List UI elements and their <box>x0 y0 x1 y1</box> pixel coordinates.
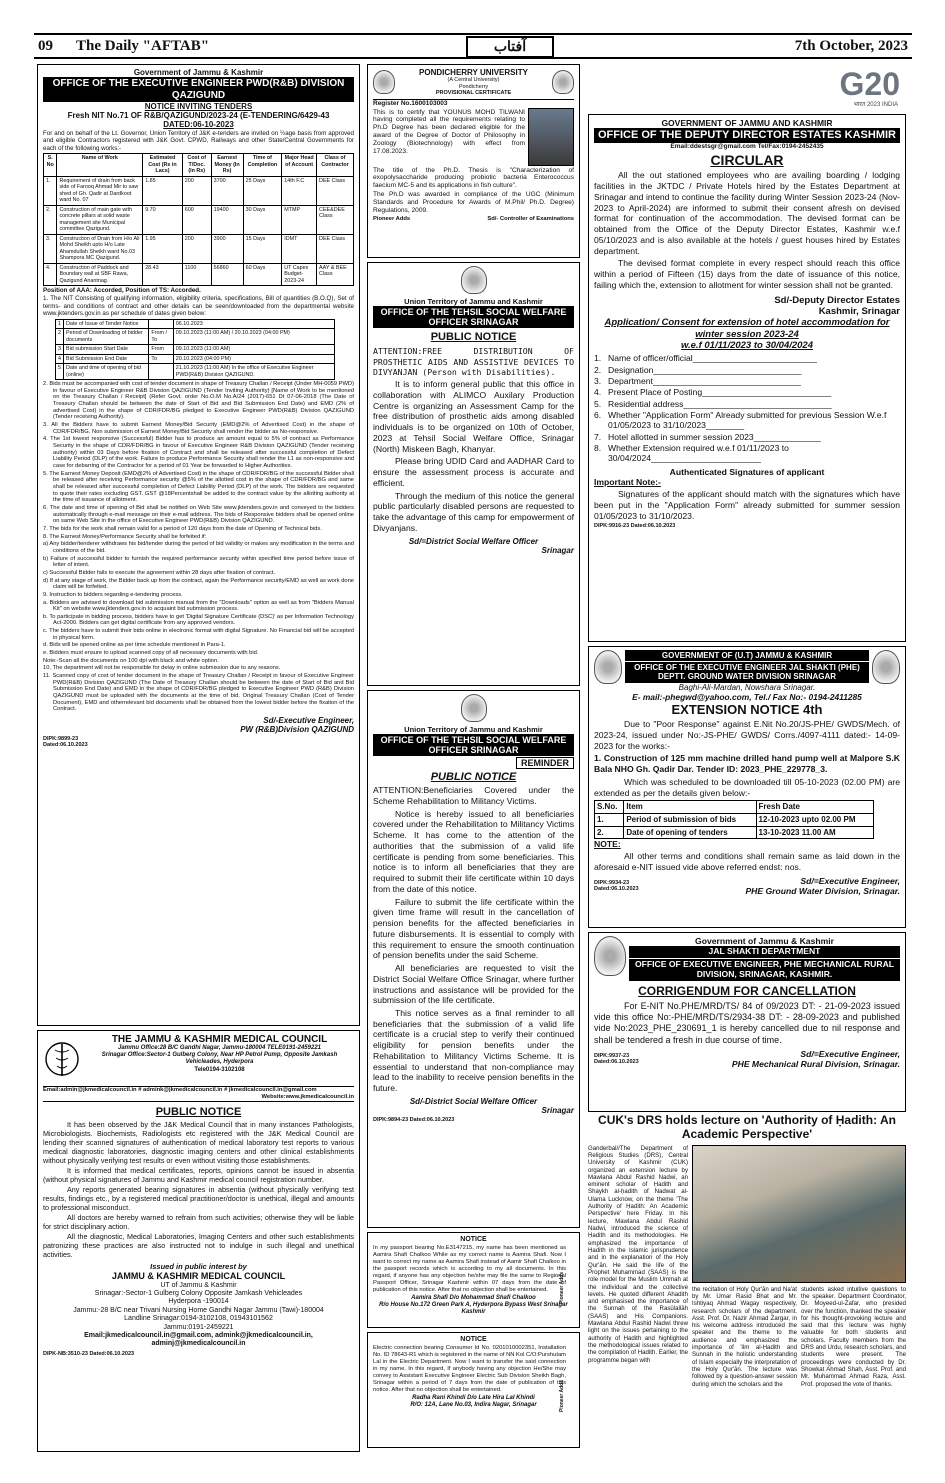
td: IDMT <box>282 234 317 263</box>
tswo2-title: PUBLIC NOTICE <box>430 771 517 784</box>
td: 13-10-2023 11.00 AM <box>756 826 873 839</box>
estates-imp: Important Note:- <box>594 476 661 487</box>
phe-p2: Which was scheduled to be downloaded till 05-10-2023 (02.00 PM) are extended as per the details given below:- <box>594 776 900 798</box>
tswo1-sig1: Sd/=District Social Welfare Officer <box>408 536 539 546</box>
pu-adds: Pioneer Adds <box>373 216 411 223</box>
td: 4 <box>56 354 64 363</box>
phe-work: 1. Construction of 125 mm machine drilled hand pump well at Malpore S.K Bala NHO Gh. Qadir Dar. Tender ID: 2023_PHE_229778_3. <box>594 753 900 775</box>
td: CEE&DEE Class <box>317 205 354 234</box>
td: Construction of main gate with concrete pillars at solid waste management site Municipal committee Qazigund. <box>57 205 143 234</box>
field-number: 4. <box>594 387 602 398</box>
pwd-dated: DATED:06-10-2023 <box>163 120 234 129</box>
paragraph: a) Any bidder/tenderer withdraws his bid/tender during the period of bid validity or makes any modification in the terms and conditions of the bid. <box>43 541 354 554</box>
notice1-text: In my passport bearing No.E3147215, my name has been mentioned as Aamira Shafi Chalkoo While as my correct name is Aamira Shafi. Now I want to correct my name as Aamira Shafi instead of Aamir Shafi Chalkoo in the passport records which is according to my all documents. In this regard, if anyone has any objection he/she may file the same to Regional Passport Officer, Srinagar Kashmir within 07 days from the date of publication of this notice. After that no objection shall be entertained. <box>373 1245 566 1294</box>
notice1-title: NOTICE <box>460 1236 487 1243</box>
pu-controller: Sd/- Controller of Examinations <box>487 216 574 223</box>
field-label: Present Place of Posting___________________________ <box>608 387 832 398</box>
td: 1. <box>595 813 624 826</box>
pwd-gov: Government of Jammu & Kashmir <box>133 68 264 77</box>
td: 3 <box>56 345 64 354</box>
estates-form-items <box>594 353 900 463</box>
td: 06.10.2023 <box>173 319 334 328</box>
pwd-works-table <box>43 153 354 286</box>
th: Cost of T/Doc. (In Rs) <box>182 154 211 176</box>
paragraph: All doctors are hereby warned to refrain from such activities; otherwise they will be liable for strict disciplinary action. <box>43 1212 354 1231</box>
field-number: 5. <box>594 398 602 409</box>
form-field <box>594 365 900 375</box>
th: Fresh Date <box>756 801 873 814</box>
tswo1-title: PUBLIC NOTICE <box>430 331 517 344</box>
issue-date: 7th October, 2023 <box>794 38 908 54</box>
td: 1100 <box>182 263 211 285</box>
td: Date of Issue of Tender Notice <box>64 319 149 328</box>
phe2-gov: Government of Jammu & Kashmir <box>695 936 834 946</box>
pwd-position: Position of AAA: Accorded, Position of TS: Accorded. <box>43 287 201 295</box>
jkmc-a3: Jammu:-28 B/C near Trivani Nursing Home Gandhi Nagar Jammu (Tawi)-180004 <box>73 1306 324 1314</box>
phe2-p1: For E-NIT No.PHE/MRD/TS/ 84 of 09/2023 DT: - 21-09-2023 issued vide this office No:-PHE/MRD/TS/2934-38 DT: - 28-09-2023 and published vide No:2023_PHE_230691_1 is hereby cancelled due to nil response and shall be tendered a fresh in due course of time. <box>594 1000 900 1045</box>
pwd-tender-notice <box>37 64 360 1026</box>
td: 2. <box>595 826 624 839</box>
tswo1-ut: Union Territory of Jammu and Kashmir <box>404 296 543 306</box>
phe2-office: OFFICE OF EXECUTIVE ENGINEER, PHE MECHANICAL RURAL DIVISION, SRINAGAR, KASHMIR. <box>629 959 900 981</box>
td: Construction of Drain from H/o Ali Mohd Sheikh upto H/o Late Ahamdullah Sheikh ward No.03 Shampora MC Qazigund. <box>57 234 143 263</box>
phe-title: EXTENSION NOTICE 4th <box>671 702 823 718</box>
td: Period of submission of bids <box>624 813 756 826</box>
masthead <box>34 33 912 59</box>
phe-sig2: PHE Ground Water Division, Srinagar. <box>745 885 900 896</box>
td: 15 Days <box>243 234 282 263</box>
th: S. No <box>44 154 57 176</box>
jkmc-addr2: Srinagar Office:Sector-1 Gulberg Colony, Near HP Petrol Pump, Opposite Jamkash Vehicleades, Hyderpora <box>101 1052 338 1066</box>
cuk-news-article <box>588 1114 906 1456</box>
td: From / To <box>149 329 173 345</box>
td: 25 Days <box>243 176 282 205</box>
notice1-sig1: Aamira Shafi D/o Mohammad Shafi Chalkoo <box>411 1295 536 1302</box>
phe-dates-table <box>594 800 874 839</box>
tswo2-sig1: Sd/-District Social Welfare Officer <box>409 1096 538 1106</box>
estates-app-title: Application/ Consent for extension of hotel accommodation for winter session 2023-24 <box>604 317 890 340</box>
td: 1. <box>44 176 57 205</box>
phe2-dipk: DIPK:9937-23 Dated:06.10.2023 <box>594 1052 639 1065</box>
tswo1-attention: ATTENTION:FREE DISTRIBUTION OF PROSTHETIC AIDS AND ASSISTIVE DEVICES TO DIVYANJAN (Person with Disabilities). <box>373 346 574 377</box>
td: 2 <box>56 329 64 345</box>
g20-logo: G20 <box>839 66 900 102</box>
phe-addr: Baghi-Ali-Mardan, Nowshara Srinagar. <box>678 682 816 692</box>
paragraph: All the diagnostic, Medical Laboratories, Imaging Centers and other such establishments patronizing these practices are also instructed not to indulge in such illegal and unethical activities. <box>43 1231 354 1259</box>
estates-auth: Authenticated Signatures of applicant <box>669 466 825 477</box>
paragraph: 3. All the Bidders have to submit Earnest Money/Bid Security (EMD@2% of Advertised Cost) in the shape of CDR/FDR/BG. Non submission of Earnest Money/Bid Security shall render the bidder as No-responsive. <box>43 422 354 435</box>
phe2-sig1: Sd/=Executive Engineer, <box>800 1048 900 1059</box>
field-label: Department_______________________________ <box>608 376 802 387</box>
paragraph: d. Bids will be opened online as per time schedule mentioned in Para-1. <box>43 642 226 649</box>
td: Date and time of opening of bid (online) <box>64 364 149 380</box>
td: Period of Downloading of bidder documents <box>64 329 149 345</box>
jkmc-paras <box>43 1120 354 1259</box>
table-row <box>56 354 335 363</box>
phe-sig1: Sd/=Executive Engineer, <box>800 875 900 886</box>
jkmc-issued: Issued in public interest by <box>150 1261 247 1271</box>
table-row <box>595 826 874 839</box>
caduceus-icon <box>43 1034 81 1084</box>
td: 200 <box>182 234 211 263</box>
phe-p1: Due to "Poor Response" against E.Nit No.20/JS-PHE/ GWDS/Mech. of 2023-24, issued under No:-JS-PHE/ GWDS/ Corrs./4097-4111 dated:- 14-09-2023 for the works:- <box>594 719 900 751</box>
phe2-dept: JAL SHAKTI DEPARTMENT <box>629 946 900 958</box>
paragraph: It is informed that medical certificates, reports, opinions cannot be issued in absentia (without physical signatures of Jammu and Kashmir medical council registration number. <box>43 1165 354 1184</box>
td: 56860 <box>211 263 243 285</box>
pwd-office: OFFICE OF THE EXECUTIVE ENGINEER PWD(R&B) DIVISION QAZIGUND <box>43 77 354 102</box>
pu-name: PONDICHERRY UNIVERSITY <box>419 68 528 77</box>
pwd-clauses <box>43 381 354 713</box>
td: 12-10-2023 upto 02.00 PM <box>756 813 873 826</box>
candidate-photo <box>528 108 574 166</box>
jkmc-a2: Hyderpora -190014 <box>168 1298 229 1306</box>
table-row <box>44 263 354 285</box>
paragraph: e. Bidders must ensure to upload scanned copy of all necessary documents with bid. <box>43 650 259 657</box>
th: Estimated Cost (Rs in Lacs) <box>143 154 183 176</box>
news-col-3: students asked intuitive questions to the speaker. Department Coordinator, Dr. Moyeed-ul-Zafar, who presided over the function, thanked the speaker for his thought-provoking lecture and said that this lecture was highly valuable for both students and scholars. Faculty members from the DRS and Urdu, research scholars, and students were present. The proceedings were conducted by Dr. Showkat Ahmad Shah, Asst. Prof. and Mr. Muhammad Ahmad Raza, Asst. Prof. proposed the vote of thanks. <box>801 1285 906 1388</box>
td: 1 <box>56 319 64 328</box>
td <box>149 319 173 328</box>
td: 19400 <box>211 205 243 234</box>
paragraph: 6. The date and time of opening of Bid shall be notified on Web Site www.jktenders.gov.in and conveyed to the bidders automatically through e-mail message on their e-mail address. The bids of Responsive bidders shall be opened online on same Web Site in the office of Executive Engineer PWD(R&B) Division QAZIGUND. <box>43 504 354 525</box>
jkmc-addr1: Jammu Office:28 B/C Gandhi Nagar, Jammu-180004 TELE0191-2459221 <box>118 1045 321 1051</box>
tswo1-sig2: Srinagar <box>541 545 574 555</box>
jkmc-a6: Email:jkmedicalcouncil.in@gmail.com, admink@jkmedicalcouncil.in, <box>84 1332 313 1340</box>
estates-gov: GOVERNMENT OF JAMMU AND KASHMIR <box>661 118 833 128</box>
td <box>149 364 173 380</box>
jkmc-title: PUBLIC NOTICE <box>155 1105 242 1118</box>
estates-p2: The devised format complete in every respect should reach this office within a period of Fifteen (15) days from the date of issuance of this notice, failing which the, extension to allotment for winter session shall not be granted. <box>594 258 900 290</box>
jk-emblem-icon <box>594 650 622 684</box>
form-field <box>594 353 900 363</box>
field-label: Residential address_______________________________ <box>608 398 832 409</box>
pwd-dates-table <box>55 319 335 380</box>
pu-text1: This is to certify that YOUNUS MOHD TILWANI having completed all the requirements relating to Ph.D Degree has been declared eligible for the award of the Degree of Doctor of Philosophy in Zoology (Biotechnology) with effect from 17.08.2023. <box>373 108 525 156</box>
td: Bid submission Start Date <box>64 345 149 354</box>
td: 1.85 <box>143 176 183 205</box>
estates-email: Email:ddestsgr@gmail.com Tel/Fax:0194-2452435 <box>670 142 824 150</box>
td: 3. <box>44 234 57 263</box>
paragraph: It is to inform general public that this office in collaboration with ALIMCO Auxilary Production Centre is organizing an Assessment Camp for the free distribution of prosthetic aids among disabled individuals is to be organized on 10th of October, 2023 at Tehsil Social Welfare Office, Srinagar (North) Miskeen Bagh, Khanyar. <box>373 379 574 454</box>
pwd-dipk: DIPK:9899-23 Dated:06.10.2023 <box>43 736 88 749</box>
table-header <box>595 801 874 814</box>
td: 1.95 <box>143 234 183 263</box>
td: 28.43 <box>143 263 183 285</box>
td: Bid Submission End Date <box>64 354 149 363</box>
field-number: 6. <box>594 410 602 421</box>
paragraph: 9. Instruction to bidders regarding e-tendering process. <box>43 591 183 598</box>
jkmc-tel: Tele0194-3102108 <box>194 1066 245 1073</box>
field-label: Whether "Application Form" Already submitted for previous Session W.e.f 01/05/2023 to 31/10/2023________ <box>608 410 887 431</box>
estates-note: Signatures of the applicant should match with the signatures which have been put in the "Application Form" already submitted for summer session 01/05/2023 to 31/10/2023. <box>594 489 900 521</box>
phe-gov: GOVERNMENT OF (U.T) JAMMU & KASHMIR <box>625 650 869 661</box>
paragraph: Notice is hereby issued to all beneficiaries covered under the Rehabilitation to Militancy Victims Scheme. It has come to the attention of the authorities that the submission of a valid life certificate is pending from some beneficiaries. This notice is to inform all beneficiaries that they are required to submit their life certificate within 10 days from the date of this notice. <box>373 808 574 894</box>
form-field <box>594 432 900 442</box>
tswo2-office: OFFICE OF THE TEHSIL SOCIAL WELFARE OFFICER SRINAGAR <box>373 734 574 757</box>
paragraph: This notice serves as a final reminder to all beneficiaries that the submission of a valid life certificate is a crucial step to verify their continued eligibility for pension benefits under the Rehabilitation to Militancy Victims Scheme. It is essential to understand that non-compliance may lead to the inability to receive pension benefits in the future. <box>373 1007 574 1094</box>
phe-extension-notice <box>588 646 906 928</box>
notice2-title: NOTICE <box>460 1336 487 1343</box>
paragraph: It has been observed by the J&K Medical Council that in many instances Pathologists, Microbiologists. Biochemists, Radiologists etc registered with the J&K Medical Council are lending their scanned signatures of authentication of medical laboratory test reports to various medical diagnostic laboratories, diagnostic imaging centers and other clinical establishments without physically verifying test results or even without visiting those establishments. <box>43 1119 354 1165</box>
electric-notice <box>367 1332 580 1448</box>
form-field <box>594 443 900 464</box>
paragraph: Through the medium of this notice the general public particularly disabled persons are requested to take the advantage of this camp for empowerment of Divyanjans. <box>373 490 574 533</box>
estates-wef: w.e.f 01/11/2023 to 30/04/2024 <box>680 340 814 352</box>
passport-notice <box>367 1232 580 1328</box>
td: 09.10.2023 (11:00 AM) / 20.10.2023 (04:00 PM) <box>173 329 334 345</box>
paragraph: 2. Bids must be accompanied with cost of tender document in shape of Treasury Challan / Receipt (Under MH-0059 PWD) in favour of Executive Engineer R&B Division QAZIGUND (Tender Inviting Authority) [Name of Work to be mentioned on the Treasury Challan / Receipt] (Refer Govt. order No.O.M No.A/24 (2017)-651 Dt 07-06-2018 (The Date of Treasury Challan should be between the date of Start of Bid and Bid Submission End Date) and EMD (2% of advertised Cost) in the shape of CDR/FDR/BG pledged to Executive Engineer PWD(R&B) Division QAZIGUND (Tender receiving Authority). <box>43 381 354 421</box>
jkmc-notice <box>37 1030 360 1452</box>
field-label: Whether Extension required w.e.f 01/11/2023 to 30/04/2024_______________________ <box>608 442 789 464</box>
paragraph: b) Failure of successful bidder to furnish the required performance security within specified time period before issue of letter of intent. <box>43 555 354 569</box>
td: 21.10.2023 (11:00 AM) In the office of Executive Engineer PWD(R&B) Division QAZIGUND. <box>173 364 334 380</box>
td: 30 Days <box>243 205 282 234</box>
jkmc-web: Website:www.jkmedicalcouncil.in <box>43 1094 354 1102</box>
lecture-photo <box>692 1145 906 1283</box>
td: 3700 <box>211 176 243 205</box>
form-field <box>594 399 900 409</box>
td: 200 <box>182 176 211 205</box>
jkmc-emails: Email:admin@jkmedicalcouncil.in # admink@jkmedicalcouncil.in # jkmedicalcouncil.in@gmail.com <box>43 1086 354 1094</box>
jk-emblem-icon <box>594 936 626 976</box>
table-row <box>56 364 335 380</box>
table-row <box>56 345 335 354</box>
phe-contact: E- mail:-phegwd@yahoo.com, Tel./ Fax No:- 0194-2411285 <box>632 692 862 703</box>
pwd-sig-2: PW (R&B)Division QAZIGUND <box>240 725 354 735</box>
td: 60 Days <box>243 263 282 285</box>
td: From <box>149 345 173 354</box>
td: 20.10.2023 (04:00 PM) <box>173 354 334 363</box>
th: Time of Completion <box>243 154 282 176</box>
university-logo-icon <box>552 70 574 94</box>
pwd-nit-title: NOTICE INVITING TENDERS <box>144 102 253 111</box>
phe2-sig2: PHE Mechanical Rural Division, Srinagar. <box>731 1058 900 1069</box>
field-label: Designation_______________________________ <box>608 364 802 375</box>
pwd-para1: 1. The NIT Consisting of qualifying information, eligibility criteria, specifications, Bill of quantities (B.O.Q), Set of terms- and conditions of contract and other details can be seen/downloaded from the departmental website www.jktenders.gov.in as per schedule of dates given below: <box>43 295 354 318</box>
field-label: Name of officer/official__________________________ <box>608 353 817 364</box>
th: Class of Contractor <box>317 154 354 176</box>
jkmc-name: THE JAMMU & KASHMIR MEDICAL COUNCIL <box>111 1034 328 1045</box>
form-field <box>594 387 900 397</box>
news-col-2: the recitation of Holy Qur'ān and Na'at by Mr. Umar Rasid Bhat and Mr. Ishtiyaq Ahmad Wagay respectively, research scholars of the department. Asst. Prof. Dr. Nazir Ahmad Zargar, in his welcome address introduced the speaker and the theme to the audience and emphasized the importance of 'ilm al-Ḥadith and Sunnah in the holistic understanding of Islam especially the interpretation of the Holy Qur'ān. The lecture was followed by a question-answer session during which the scholars and the <box>692 1285 797 1388</box>
pu-reg: Register No.1600103003 <box>373 99 448 107</box>
paragraph: 5. The Earnest Money Deposit (EMD@2% of Advertised Cost) in the shape of CDR/FDR/BG of the successful Bidder shall be released after receiving Performance security @5% of the allotted cost in the shape of CDR/FDR/BG and same shall be released after successful completion of Defect Liability Period (DLP) of the work. The bidders are requested to quote their rates excluding GST. GST @18Percentshall be added to the contract value by the allotting authority at the time of issuance of allotment. <box>43 470 354 504</box>
jkmc-issuer: JAMMU & KASHMIR MEDICAL COUNCIL <box>111 1270 286 1281</box>
field-number: 3. <box>594 376 602 387</box>
tswo-reminder-notice <box>367 690 580 1228</box>
university-seal-icon <box>373 70 395 94</box>
national-emblem-icon <box>461 694 487 722</box>
jkmc-a7: adminj@jkmedicalcouncil.in <box>151 1340 246 1348</box>
field-number: 2. <box>594 364 602 375</box>
estates-office: OFFICE OF THE DEPUTY DIRECTOR ESTATES KASHMIR <box>594 128 900 143</box>
pwd-sig-1: Sd/-Executive Engineer, <box>263 716 354 726</box>
paragraph: Any reports generated bearing signatures in absentia (without physically verifying test results, findings etc., by a registered medical practitioner/doctor is unethical, illegal and amounts to professional misconduct. <box>43 1184 354 1212</box>
notice1-side: Pioneer Adds <box>558 1271 565 1305</box>
notice2-sig2: R/O: 12A, Lane No.03, Indira Nagar, Srinagar <box>410 1402 537 1409</box>
field-number: 8. <box>594 442 602 453</box>
phe-office: OFFICE OF THE EXECUTIVE ENGINEER JAL SHAKTI (PHE) DEPTT. GROUND WATER DIVISION SRINAGAR <box>625 662 869 682</box>
td: MTMP <box>282 205 317 234</box>
jal-shakti-logo-icon <box>872 650 900 684</box>
table-header <box>44 154 354 176</box>
th: Earnest Money (In Rs) <box>211 154 243 176</box>
tswo-public-notice <box>367 262 580 686</box>
page-number: 09 <box>38 38 53 54</box>
pwd-nit-no: Fresh NIT No.71 OF R&B/QAZIGUND/2023-24 (E-TENDERING/6429-43 <box>67 111 330 120</box>
td: Date of opening of tenders <box>624 826 756 839</box>
td: Construction of Paddock and Boundary wall at SBF Rawa, Qazigund Anantnag. <box>57 263 143 285</box>
tswo2-paras <box>373 809 574 1094</box>
pu-text2: The title of the Ph.D. Thesis is "Characterization of exopolysaccharide producing probiotic bacteria Enterococcus faecium MC-5 and its applications in fish culture". <box>373 166 574 190</box>
phe-note: NOTE: <box>594 839 621 850</box>
paragraph: d) If at any stage of work, the Bidder back up from the contract, again the Performance security/EMD as well as work done claim will be forfeited. <box>43 577 354 591</box>
paragraph: Please bring UDID Card and AADHAR Card to ensure the assessment process is accurate and efficient. <box>373 456 574 488</box>
paragraph: Failure to submit the life certificate within the given time frame will result in the cancellation of pension benefits for the affected beneficiaries in future disbursements. It is essential to comply with this requirement to ensure the smooth continuation of pension benefits under the said Scheme. <box>373 896 574 961</box>
td: 09.10.2023 (11:00 AM) <box>173 345 334 354</box>
td: 5 <box>56 364 64 380</box>
jkmc-a4: Landline Srinagar:0194-3102108, 01943101562 <box>124 1315 273 1323</box>
th: S.No. <box>595 801 624 814</box>
news-headline: CUK's DRS holds lecture on 'Authority of Ḥadith: An Academic Perspective' <box>598 1114 896 1141</box>
paragraph: a. Bidders are advised to download bid submission manual from the "Downloads" option as well as from "Bidders Manual Kit" on website www.jktenders.gov.in to acquaint bid submission process. <box>43 599 354 613</box>
table-row <box>44 176 354 205</box>
paragraph: 10. The department will not be responsible for delay in online submission due to any reasons. <box>43 665 281 672</box>
g20-banner <box>588 64 906 114</box>
tswo2-ut: Union Territory of Jammu and Kashmir <box>404 724 543 734</box>
table-row <box>595 813 874 826</box>
jkmc-a1: Srinagar:-Sector-1 Gulberg Colony Opposite Jamkash Vehicleades <box>94 1290 303 1298</box>
form-field <box>594 376 900 386</box>
paragraph: b. To participate in bidding process, bidders have to get 'Digital Signature Certificate (DSC)' as per Information Technology Act-2000. Bidders can get digital certificate from any approved vendors. <box>43 613 354 627</box>
td: Requirement of drain from back side of Farooq Ahmad Mir to saw shed of Gh. Qadir at Dardkoot ward No. 07 <box>57 176 143 205</box>
phe2-title: CORRIGENDUM FOR CANCELLATION <box>638 983 856 998</box>
table-row <box>44 234 354 263</box>
pu-sub2: Pondicherry <box>458 83 489 90</box>
notice2-side: Pioneer Adds <box>558 1379 565 1413</box>
news-col-1: Ganderbal//The Department of Religious Studies (DRS), Central University of Kashmir (CUK) organized an extension lecture by Mawlana Abdul Rashid Nadwi, an eminent scholar of Ḥadith and Shaykh al-ḥadith of Nadwat al-Ulama Lucknow, on the theme 'The Authority of Ḥadith: An Academic Perspective' here Friday. In his lecture, Mawlana Abdul Rashid Nadwi, introduced the science of Ḥadith and its methodologies. He emphasized the importance of Ḥadith in the Islamic jurisprudence and in the explanation of the Holy Qur'ān. He said the life of the Prophet Muhammad (SAAS) is the role model for the Muslim Ummah at the individual and the collective levels. He quoted different Ahadith and emphasised the importance of the Sunnah of the Rasūlallāh (SAAS) and His Companions. Mawlana Abdul Rashid Nadwi threw light on the issues pertaining to the authority of Ḥadith and highlighted the methodological issues related to the compilation of Ḥadith. Earlier, the programme began with <box>588 1144 688 1364</box>
paragraph: 4. The 1st lowest responsive (Successful) Bidder has to produce an amount equal to 5% of contract as Performance Security in the shape of CDR/FDR/BG in favour of Executive Engineer R&B Division QAZIGUND (Tender receiving authority) within 03 Days before fixation of Contract and shall be released after successful completion of Defect Liability Period (DLP) of the work. Failure to produce Performance Security shall render the L1 as non-responsive and case for debarring of the Contractor for a period of 01 Year be forwarded to Higher Authorities. <box>43 436 354 470</box>
reminder-badge: REMINDER <box>516 757 574 769</box>
jkmc-dipk: DIPK-NB:3510-23 Dated:06.10.2023 <box>43 1350 135 1357</box>
phe-dipk: DIPK:9934-23 Dated:06.10.2023 <box>594 879 639 892</box>
field-number: 1. <box>594 353 602 364</box>
phe-corrigendum <box>588 932 906 1112</box>
td: 14th F.C <box>282 176 317 205</box>
g20-sub: भारत 2023 INDIA <box>853 102 898 108</box>
td: DEE Class <box>317 234 354 263</box>
notice2-text: Electric connection bearing Consumer Id No. 0201010002351, Installation No. ID 78643-R1 which is registered in the name of NN Kol C/O:Purshutam Lal in the Electric Department. Now I want to transfer the said connection in my name. In this regard, If anybody having any objection He/She may convey to Assistant Executive Engineer Electric Sub Division Sheikh Bagh, Srinagar within a period of 7 days from the date of publication of this notice. After that no objection shall be entertained. <box>373 1345 566 1394</box>
pu-sub3: PROVISIONAL CERTIFICATE <box>435 90 512 97</box>
paragraph: c) Successful Bidder fails to execute the agreement within 28 days after fixation of contract. <box>43 569 276 576</box>
field-number: 7. <box>594 431 602 442</box>
td: To <box>149 354 173 363</box>
paper-logo: آفتاب <box>466 36 554 58</box>
estates-circular <box>588 114 906 642</box>
paragraph: Note:-Scan all the documents on 100 dpi with black and white option. <box>43 657 219 664</box>
paragraph: 11. Scanned copy of cost of tender document in the shape of Treasury Challan / Receipt in favour of Executive Engineer PWD(R&B) Division QAZIGUND (The Date of Treasury Challan should be between the date of Start of Bid and Bid Submission End Date) and EMD in the shape of CDR/FDR/BG pledged to Executive Engineer PWD (R&B) Division QAZIGUND must be uploaded with the documents at the time of bid. Original Treasury Challan (Cost of Tender Document), EMD and otherrelevant bid documents shall be obtained from the lowest bidder before the fixation of the Contract. <box>43 673 354 713</box>
notice2-sig1: Radha Rani Khindi D/o Late Hira Lal Khindi <box>412 1395 535 1402</box>
estates-sig1: Sd/-Deputy Director Estates <box>774 294 900 306</box>
paragraph: 8. The Earnest Money/Performance Security shall be forfeited if: <box>43 533 207 540</box>
paragraph: c. The bidders have to submit their bids online in electronic format with digital Signature. No Financial bid will be accepted in physical form. <box>43 628 354 641</box>
field-label: Hotel allotted in summer session 2023______________ <box>608 431 821 442</box>
table-row <box>56 319 335 328</box>
tswo2-attention: ATTENTION:Beneficiaries Covered under the Scheme Rehabilitation to Militancy Victims. <box>373 785 574 807</box>
tswo2-sig2: Srinagar <box>541 1105 574 1115</box>
td: 3900 <box>211 234 243 263</box>
pu-certificate <box>367 64 580 258</box>
th: Item <box>624 801 756 814</box>
tswo1-paras <box>373 379 574 533</box>
td: UT Capex Budget-2023-24 <box>282 263 317 285</box>
pwd-intro: For and on behalf of the Lt. Governor, Union Territory of J&K e-tenders are invited on ½age basis from approved and eligible Contractors registered with J&K Govt. CPWD, Railways and other State/Central Governments for each of the following works:- <box>43 130 354 152</box>
paragraph: 7. The bids for the work shall remain valid for a period of 120 days from the date of Opening of Technical bids. <box>43 525 322 532</box>
phe-p3: All other terms and conditions shall remain same as laid down in the aforesaid e-NIT issued vide above referred endst: nos. <box>594 851 900 873</box>
pu-sub1: (A Central University) <box>447 77 500 83</box>
estates-dipk: DIPK:9916-23 Dated:06.10.2023 <box>594 523 676 530</box>
td: AAY & BEE Class <box>317 263 354 285</box>
th: Name of Work <box>57 154 143 176</box>
national-emblem-icon <box>461 266 487 294</box>
th: Major Head of Account <box>282 154 317 176</box>
paragraph: All beneficiaries are requested to visit the District Social Welfare Office Srinagar, where further instructions and assistance will be provided for the submission of the life certificate. <box>373 963 574 1006</box>
jkmc-ut: UT of Jammu & Kashmir <box>160 1281 237 1289</box>
paper-name: The Daily "AFTAB" <box>76 38 210 54</box>
td: 600 <box>182 205 211 234</box>
table-row <box>56 329 335 345</box>
jkmc-a5: Jammu:0191-2459221 <box>163 1323 234 1331</box>
tswo1-office: OFFICE OF THE TEHSIL SOCIAL WELFARE OFFICER SRINAGAR <box>373 306 574 329</box>
form-field <box>594 410 900 431</box>
td: 4. <box>44 263 57 285</box>
pu-text3: The Ph.D was awarded in compliance of the UGC (Minimum Standards and Procedure for Awards of M.Phil/ Ph.D. Degree) Regulations, 2009. <box>373 191 574 215</box>
td: DEE Class <box>317 176 354 205</box>
estates-sig2: Kashmir, Srinagar <box>818 305 900 317</box>
td: 9.70 <box>143 205 183 234</box>
estates-title: CIRCULAR <box>710 152 784 169</box>
notice1-sig2: R/o House No.172 Green Park A, Hyderpora Bypass West Srinagar Kashmir <box>379 1302 568 1316</box>
table-row <box>44 205 354 234</box>
estates-p1: All the out stationed employees who are availing boarding / lodging facilities in the JKTDC / Private Hotels hired by the Estates Department at Srinagar and intend to continue the facility during Winter Session 2023-24 (Nov-2023 to April-2024) are informed to submit their consent afresh on devised format for continuation of the accommodation. The devised format can be obtained from the Office of the Deputy Director Estates, Kashmir w.e.f 05/10/2023 and is also available at the hotels / guest houses hired by Estates department. <box>594 170 900 256</box>
td: 2. <box>44 205 57 234</box>
tswo2-dipk: DIPK:9894-23 Dated:06.10.2023 <box>373 1116 455 1123</box>
